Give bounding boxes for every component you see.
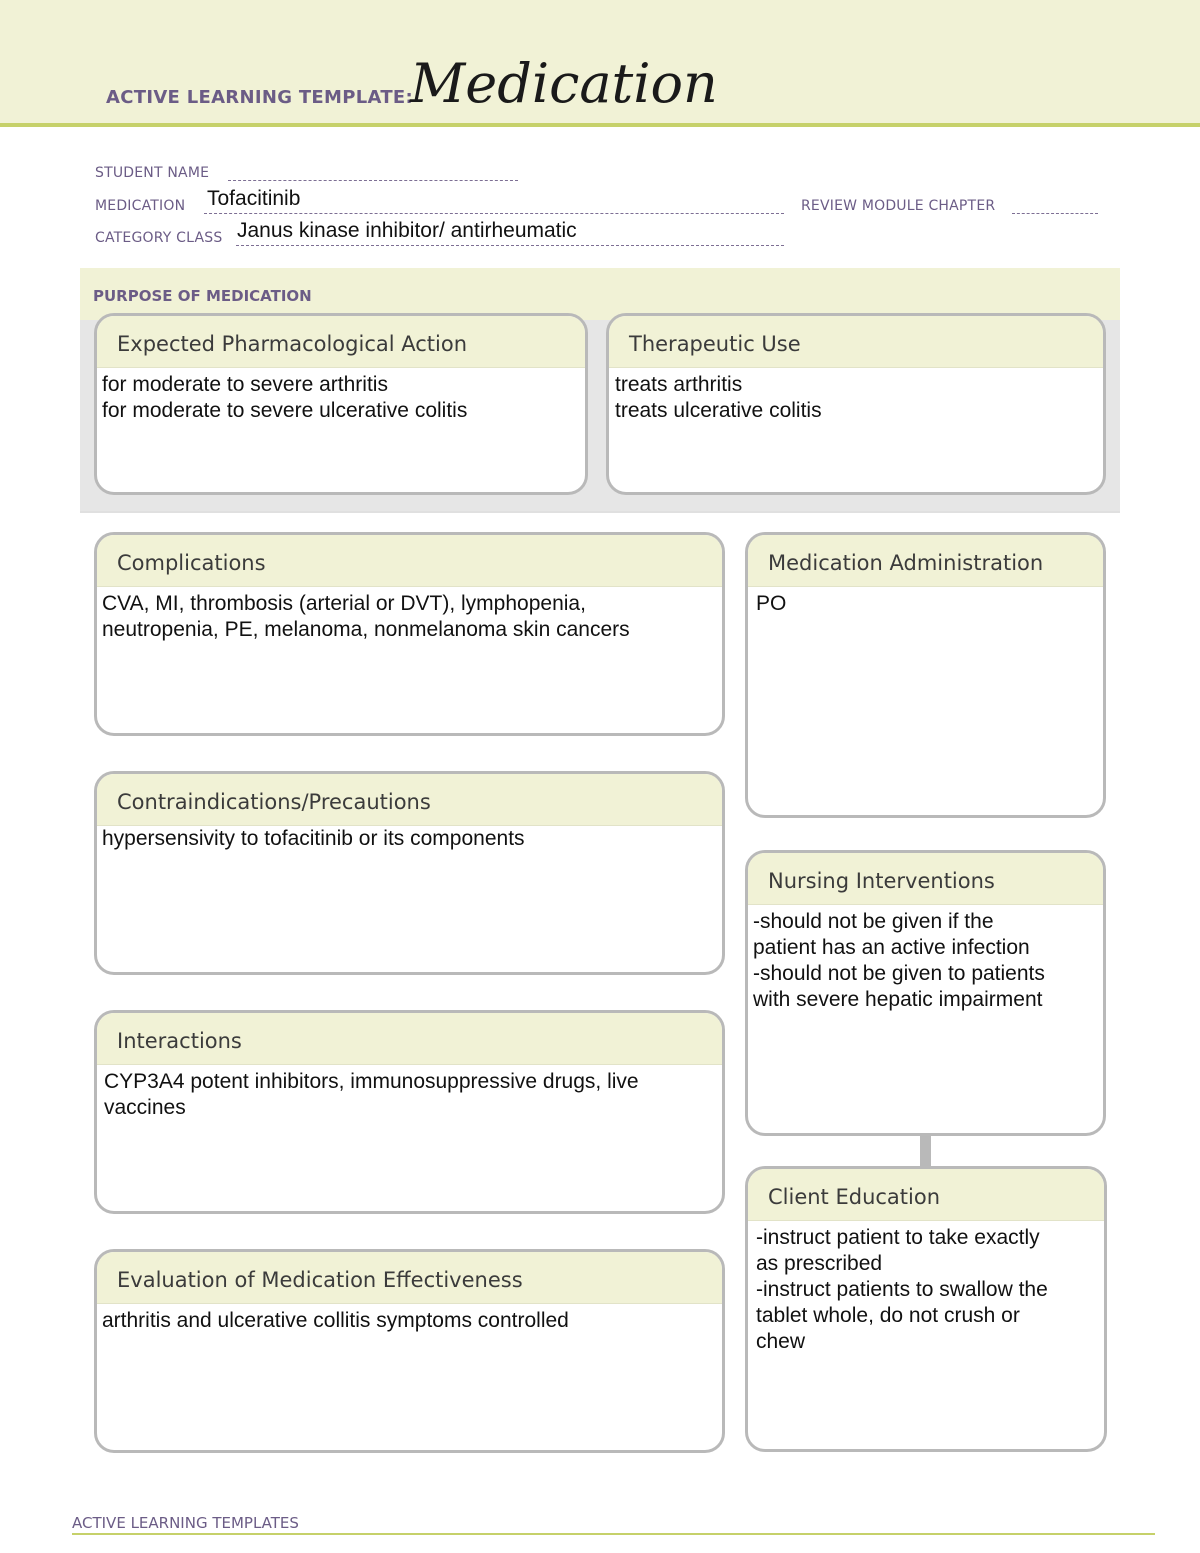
nursing-interventions-text[interactable]: -should not be given if the patient has an active infection -should not be given to patients with severe hepatic impairment [753, 910, 1045, 1011]
medication-label: MEDICATION [95, 198, 186, 214]
footer-line [72, 1533, 1155, 1535]
client-education-card [745, 1166, 1107, 1452]
purpose-label: PURPOSE OF MEDICATION [93, 287, 312, 305]
expected-action-text[interactable]: for moderate to severe arthritis for moderate to severe ulcerative colitis [102, 373, 468, 422]
complications-title: Complications [117, 551, 266, 575]
review-module-line [1012, 213, 1098, 214]
page-title: Medication [410, 52, 718, 115]
template-label: ACTIVE LEARNING TEMPLATE: [106, 87, 413, 108]
category-class-field[interactable]: Janus kinase inhibitor/ antirheumatic [237, 219, 577, 242]
expected-action-card [94, 313, 588, 495]
medication-administration-text[interactable]: PO [756, 592, 787, 615]
evaluation-card [94, 1249, 725, 1453]
review-module-label: REVIEW MODULE CHAPTER [801, 198, 996, 214]
evaluation-title: Evaluation of Medication Effectiveness [117, 1268, 523, 1292]
therapeutic-use-title: Therapeutic Use [629, 332, 801, 356]
nursing-interventions-card [745, 850, 1106, 1136]
therapeutic-use-card [606, 313, 1106, 495]
student-name-line [228, 180, 518, 181]
interactions-title: Interactions [117, 1029, 242, 1053]
expected-action-title: Expected Pharmacological Action [117, 332, 468, 356]
medication-administration-card [745, 532, 1106, 818]
evaluation-text[interactable]: arthritis and ulcerative collitis symptoms controlled [102, 1309, 569, 1332]
student-name-label: STUDENT NAME [95, 165, 210, 181]
footer-label: ACTIVE LEARNING TEMPLATES [72, 1514, 299, 1532]
medication-field[interactable]: Tofacitinib [207, 187, 301, 210]
interactions-text[interactable]: CYP3A4 potent inhibitors, immunosuppressive drugs, live vaccines [104, 1070, 639, 1119]
contraindications-title: Contraindications/Precautions [117, 790, 431, 814]
complications-text[interactable]: CVA, MI, thrombosis (arterial or DVT), lymphopenia, neutropenia, PE, melanoma, nonmelanoma skin cancers [102, 592, 630, 641]
medication-administration-title: Medication Administration [768, 551, 1044, 575]
nursing-interventions-title: Nursing Interventions [768, 869, 995, 893]
category-class-label: CATEGORY CLASS [95, 230, 223, 246]
contraindications-text[interactable]: hypersensivity to tofacitinib or its components [102, 827, 525, 850]
client-education-title: Client Education [768, 1185, 941, 1209]
contraindications-card [94, 771, 725, 975]
connector [920, 1134, 931, 1166]
therapeutic-use-text[interactable]: treats arthritis treats ulcerative colitis [615, 373, 822, 422]
interactions-card [94, 1010, 725, 1214]
complications-card [94, 532, 725, 736]
category-class-line [236, 245, 784, 246]
client-education-text[interactable]: -instruct patient to take exactly as prescribed -instruct patients to swallow the tablet whole, do not crush or chew [756, 1226, 1048, 1353]
medication-line [204, 213, 784, 214]
